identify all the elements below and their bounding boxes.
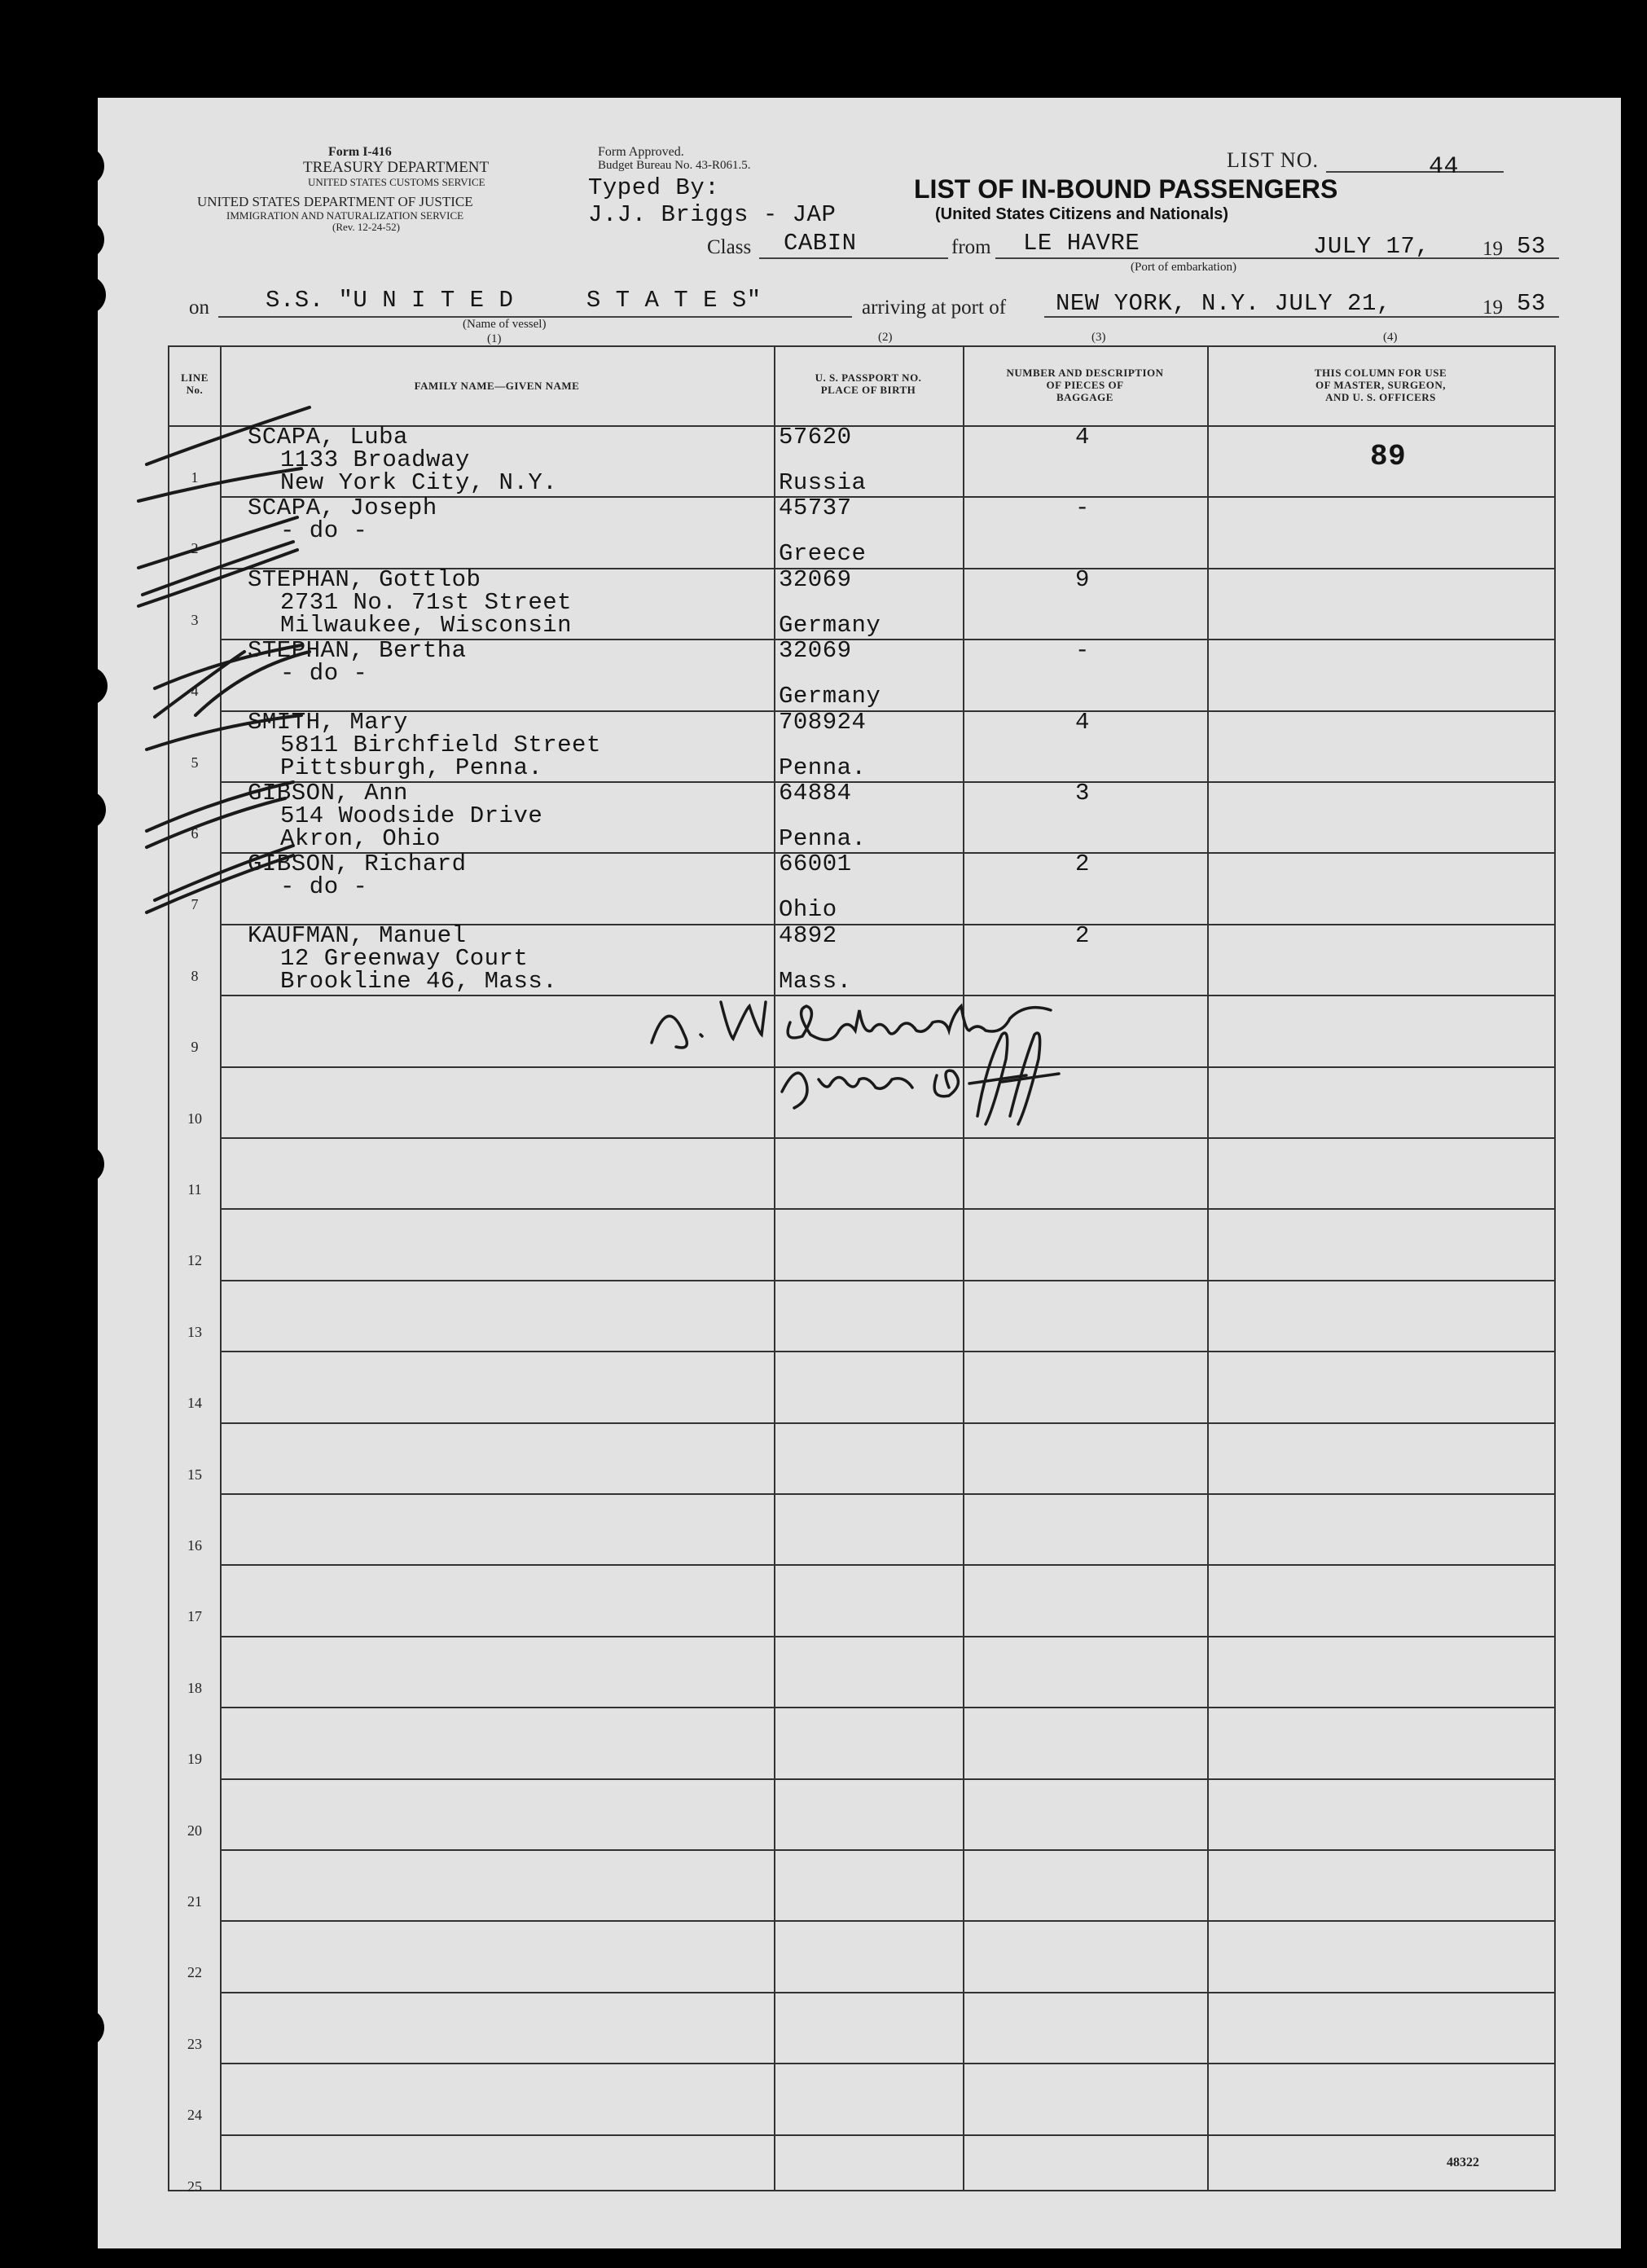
- row-divider: [220, 1422, 1554, 1424]
- passport-number: 66001: [779, 850, 852, 878]
- baggage-count: -: [1075, 637, 1090, 665]
- officer-signature: [643, 986, 1100, 1132]
- line-number: 13: [187, 1323, 202, 1340]
- row-divider: [220, 1992, 1554, 1993]
- passenger-address-2: Akron, Ohio: [280, 825, 441, 852]
- line-number: 17: [187, 1608, 202, 1625]
- passenger-address-1: - do -: [280, 517, 368, 545]
- row-divider: [220, 1849, 1554, 1851]
- line-number: 9: [191, 1039, 199, 1056]
- arrival-port-date: NEW YORK, N.Y. JULY 21,: [1056, 290, 1391, 317]
- form-page: [98, 98, 1621, 2248]
- budget-bureau: Budget Bureau No. 43-R061.5.: [598, 159, 751, 172]
- passenger-name: SCAPA, Joseph: [248, 494, 437, 522]
- col-3-number: (3): [1091, 331, 1106, 344]
- col-divider-2: [774, 347, 775, 2190]
- arrival-year: 53: [1517, 290, 1546, 317]
- class-label: Class: [707, 236, 752, 258]
- place-of-birth: Mass.: [779, 967, 852, 995]
- col-divider-4: [1207, 347, 1209, 2190]
- typed-by-label: Typed By:: [588, 174, 720, 201]
- row-divider: [220, 2134, 1554, 2136]
- baggage-count: 9: [1075, 565, 1090, 593]
- list-subtitle: (United States Citizens and Nationals): [935, 205, 1229, 223]
- check-mark-1: [147, 407, 310, 464]
- check-mark-5: [155, 645, 301, 688]
- passenger-name: SCAPA, Luba: [248, 424, 408, 451]
- check-marks: [98, 98, 424, 994]
- line-number: 23: [187, 2035, 202, 2052]
- line-number: 7: [191, 896, 199, 913]
- passenger-address-1: 514 Woodside Drive: [280, 802, 543, 829]
- passenger-name: GIBSON, Ann: [248, 780, 408, 807]
- vessel-caption: (Name of vessel): [463, 318, 547, 331]
- place-of-birth: Russia: [779, 469, 867, 496]
- immigration-service: IMMIGRATION AND NATURALIZATION SERVICE: [226, 209, 464, 222]
- line-number: 18: [187, 1679, 202, 1696]
- punch-hole-6: [65, 1145, 104, 1184]
- line-number: 5: [191, 754, 199, 771]
- baggage-count: 4: [1075, 708, 1090, 736]
- baggage-count: 2: [1075, 850, 1090, 878]
- line-number: 24: [187, 2107, 202, 2124]
- baggage-count: 3: [1075, 780, 1090, 807]
- list-no-line: [1326, 171, 1504, 173]
- passport-number: 57620: [779, 424, 852, 451]
- passenger-name: GIBSON, Richard: [248, 850, 467, 878]
- baggage-count: 2: [1075, 921, 1090, 949]
- header-baggage: NUMBER AND DESCRIPTION OF PIECES OF BAGGAGE: [1006, 367, 1164, 403]
- passenger-name: KAUFMAN, Manuel: [248, 921, 467, 949]
- embark-year-prefix: 19: [1482, 238, 1503, 260]
- line-number: 21: [187, 1893, 202, 1910]
- passenger-address-2: New York City, N.Y.: [280, 469, 558, 496]
- passport-number: 32069: [779, 565, 852, 593]
- line-number: 11: [187, 1181, 202, 1198]
- line-number: 3: [191, 611, 199, 628]
- on-label: on: [189, 297, 209, 319]
- passenger-address-1: 5811 Birchfield Street: [280, 731, 601, 758]
- class-line: [759, 257, 948, 259]
- vessel-col-number: (1): [487, 332, 502, 345]
- passport-number: 708924: [779, 708, 867, 736]
- baggage-count: -: [1075, 494, 1090, 522]
- row-divider: [220, 1636, 1554, 1637]
- embark-port: LE HAVRE: [1023, 230, 1140, 257]
- place-of-birth: Ohio: [779, 896, 837, 924]
- passenger-address-1: - do -: [280, 660, 368, 688]
- passenger-address-2: Pittsburgh, Penna.: [280, 754, 543, 781]
- check-mark-2: [138, 468, 301, 501]
- check-mark-6: [155, 652, 310, 717]
- vessel-name: S.S. "U N I T E D S T A T E S": [266, 287, 762, 314]
- punch-hole-7: [55, 1483, 94, 1522]
- line-number: 4: [191, 683, 199, 700]
- justice-dept: UNITED STATES DEPARTMENT OF JUSTICE: [197, 194, 473, 209]
- punch-hole-9: [65, 2008, 104, 2047]
- place-of-birth: Penna.: [779, 825, 867, 852]
- col-divider-3: [963, 347, 964, 2190]
- check-mark-8: [147, 782, 293, 847]
- passport-number: 64884: [779, 780, 852, 807]
- officer-note: 89: [1370, 440, 1407, 473]
- header-passport: U. S. PASSPORT NO. PLACE OF BIRTH: [815, 371, 922, 396]
- passenger-address-1: 1133 Broadway: [280, 446, 470, 473]
- passenger-name: STEPHAN, Bertha: [248, 637, 467, 665]
- line-number: 19: [187, 1751, 202, 1768]
- line-number: 25: [187, 2178, 202, 2195]
- passenger-address-2: Milwaukee, Wisconsin: [280, 611, 573, 639]
- form-approved: Form Approved.: [598, 145, 684, 159]
- passenger-address-1: 12 Greenway Court: [280, 944, 529, 972]
- row-divider: [220, 2063, 1554, 2064]
- place-of-birth: Germany: [779, 683, 881, 710]
- footer-code: 48322: [1447, 2156, 1479, 2169]
- embark-year: 53: [1517, 233, 1546, 260]
- line-number: 14: [187, 1395, 202, 1412]
- passport-number: 32069: [779, 637, 852, 665]
- line-number: 12: [187, 1252, 202, 1269]
- arriving-label: arriving at port of: [862, 297, 1007, 319]
- col-4-number: (4): [1383, 331, 1398, 344]
- passenger-address-1: - do -: [280, 873, 368, 901]
- treasury-dept: TREASURY DEPARTMENT: [303, 159, 490, 176]
- row-divider: [220, 1564, 1554, 1566]
- col-2-number: (2): [878, 331, 893, 344]
- list-title: LIST OF IN-BOUND PASSENGERS: [914, 174, 1338, 204]
- from-label: from: [951, 236, 991, 258]
- row-divider: [220, 1493, 1554, 1495]
- line-number: 1: [191, 469, 199, 486]
- row-divider: [220, 1280, 1554, 1281]
- check-mark-4: [138, 542, 297, 606]
- passenger-name: SMITH, Mary: [248, 708, 408, 736]
- line-number: 2: [191, 540, 199, 557]
- line-number: 8: [191, 967, 199, 984]
- row-divider: [220, 1707, 1554, 1708]
- port-embark-caption: (Port of embarkation): [1131, 261, 1236, 274]
- arrival-year-prefix: 19: [1482, 297, 1503, 319]
- revision: (Rev. 12-24-52): [332, 221, 400, 233]
- header-line-no: LINE No.: [181, 371, 209, 396]
- line-number: 20: [187, 1822, 202, 1839]
- passenger-address-1: 2731 No. 71st Street: [280, 588, 573, 616]
- header-officers: THIS COLUMN FOR USE OF MASTER, SURGEON, AND U. S. OFFICERS: [1314, 367, 1447, 403]
- passenger-address-2: Brookline 46, Mass.: [280, 967, 558, 995]
- check-mark-9: [147, 846, 293, 912]
- line-number: 10: [187, 1110, 202, 1127]
- class-value: CABIN: [784, 230, 857, 257]
- row-divider: [220, 1920, 1554, 1922]
- customs-service: UNITED STATES CUSTOMS SERVICE: [308, 176, 485, 188]
- place-of-birth: Greece: [779, 540, 867, 568]
- line-number: 22: [187, 1964, 202, 1981]
- row-divider: [220, 1208, 1554, 1210]
- line-number: 15: [187, 1466, 202, 1483]
- list-no-value: 44: [1429, 153, 1460, 181]
- passenger-name: STEPHAN, Gottlob: [248, 565, 481, 593]
- place-of-birth: Penna.: [779, 754, 867, 781]
- header-name: FAMILY NAME—GIVEN NAME: [414, 380, 580, 392]
- passport-number: 45737: [779, 494, 852, 522]
- line-number: 16: [187, 1537, 202, 1554]
- row-divider: [220, 1778, 1554, 1780]
- baggage-count: 4: [1075, 424, 1090, 451]
- place-of-birth: Germany: [779, 611, 881, 639]
- embark-date: JULY 17,: [1313, 233, 1430, 260]
- row-divider: [220, 1351, 1554, 1352]
- from-line: [995, 257, 1559, 259]
- check-mark-7: [147, 715, 301, 749]
- form-number: Form I-416: [328, 145, 392, 159]
- list-no-label: LIST NO.: [1227, 148, 1319, 172]
- typed-by-value: J.J. Briggs - JAP: [588, 201, 837, 228]
- row-divider: [220, 1137, 1554, 1139]
- line-number: 6: [191, 825, 199, 842]
- passport-number: 4892: [779, 921, 837, 949]
